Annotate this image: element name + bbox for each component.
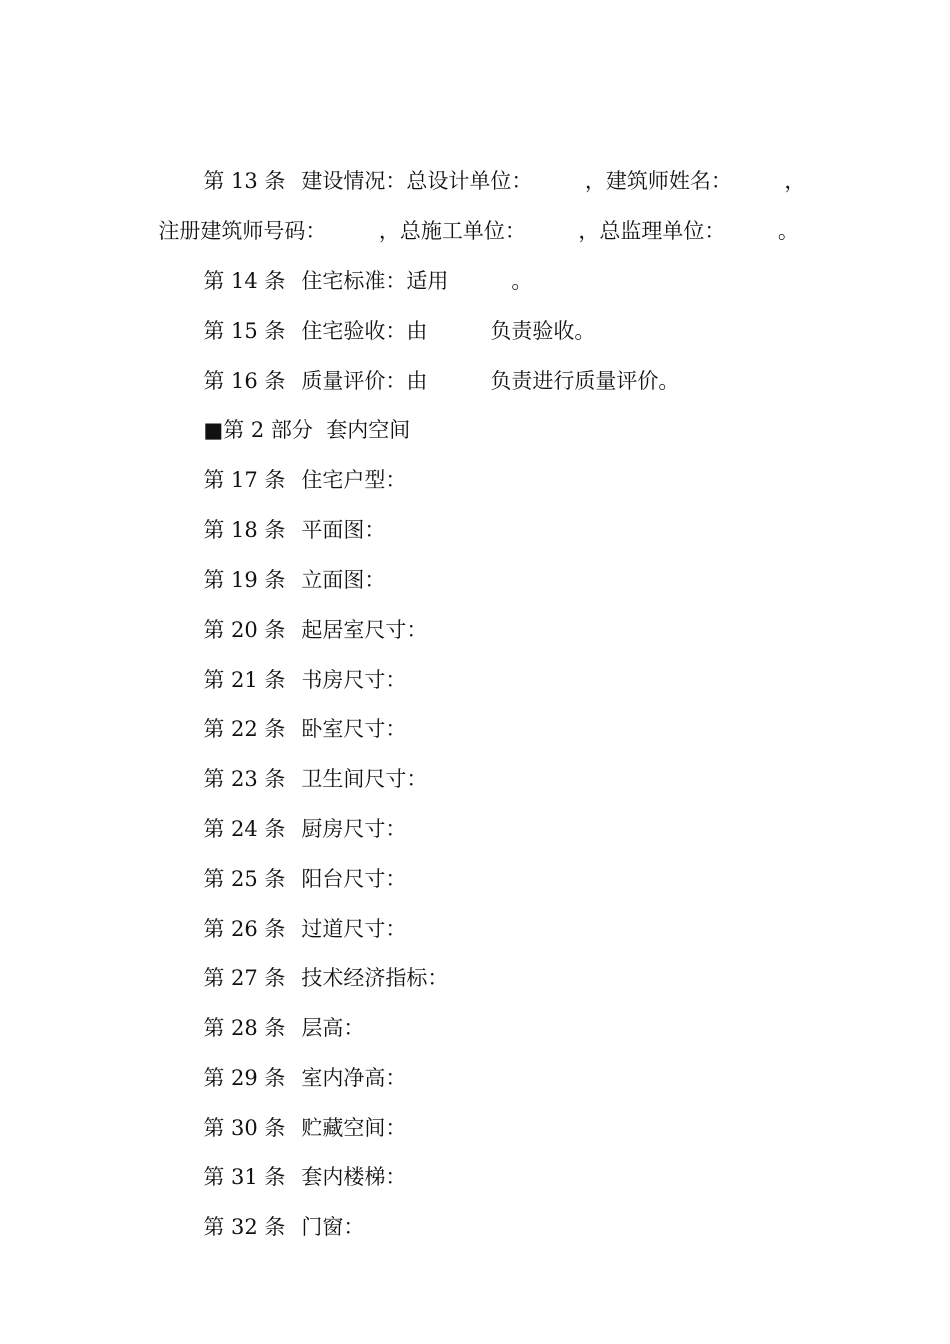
article-32 <box>190 1182 364 1242</box>
article-number: 第 19 条 <box>203 568 286 592</box>
article-text: 门窗： <box>301 1215 365 1239</box>
article-text: 平面图： <box>301 518 386 542</box>
article-text: 层高： <box>301 1016 365 1040</box>
article-number: 第 15 条 <box>203 319 286 343</box>
article-number: 第 27 条 <box>203 966 286 990</box>
article-number: 第 32 条 <box>203 1215 286 1239</box>
article-text: 建设情况：总设计单位： ，建筑师姓名： ， <box>301 169 806 193</box>
article-text: 厨房尺寸： <box>301 817 407 841</box>
article-number: 第 25 条 <box>203 867 286 891</box>
article-text: 卧室尺寸： <box>301 717 407 741</box>
article-number: 第 30 条 <box>203 1116 286 1140</box>
article-text: 住宅户型： <box>301 468 407 492</box>
article-number: 第 14 条 <box>203 269 286 293</box>
article-number: 第 18 条 <box>203 518 286 542</box>
article-text: 书房尺寸： <box>301 668 407 692</box>
article-number: 第 24 条 <box>203 817 286 841</box>
section-marker: ■ <box>203 418 224 442</box>
article-text: 起居室尺寸： <box>301 618 428 642</box>
article-text: 注册建筑师号码： ，总施工单位： ，总监理单位： 。 <box>158 219 799 243</box>
article-number: 第 23 条 <box>203 767 286 791</box>
article-text: 质量评价：由 负责进行质量评价。 <box>301 369 680 393</box>
article-number: 第 22 条 <box>203 717 286 741</box>
article-number: 第 17 条 <box>203 468 286 492</box>
article-number: 第 31 条 <box>203 1165 286 1189</box>
article-text: 阳台尺寸： <box>301 867 407 891</box>
article-text: 卫生间尺寸： <box>301 767 428 791</box>
article-text: 套内楼梯： <box>301 1165 407 1189</box>
article-text: 贮藏空间： <box>301 1116 407 1140</box>
article-number: 第 26 条 <box>203 917 286 941</box>
article-text: 住宅验收：由 负责验收。 <box>301 319 596 343</box>
article-number: 第 20 条 <box>203 618 286 642</box>
article-text: 住宅标准：适用 。 <box>301 269 533 293</box>
article-text: 立面图： <box>301 568 386 592</box>
article-number: 第 28 条 <box>203 1016 286 1040</box>
article-number: 第 21 条 <box>203 668 286 692</box>
article-number: 第 29 条 <box>203 1066 286 1090</box>
article-text: 技术经济指标： <box>301 966 449 990</box>
article-text: 室内净高： <box>301 1066 407 1090</box>
article-number: 第 13 条 <box>203 169 286 193</box>
article-number: 第 16 条 <box>203 369 286 393</box>
section-title: 第 2 部分 套内空间 <box>223 418 411 442</box>
article-text: 过道尺寸： <box>301 917 407 941</box>
